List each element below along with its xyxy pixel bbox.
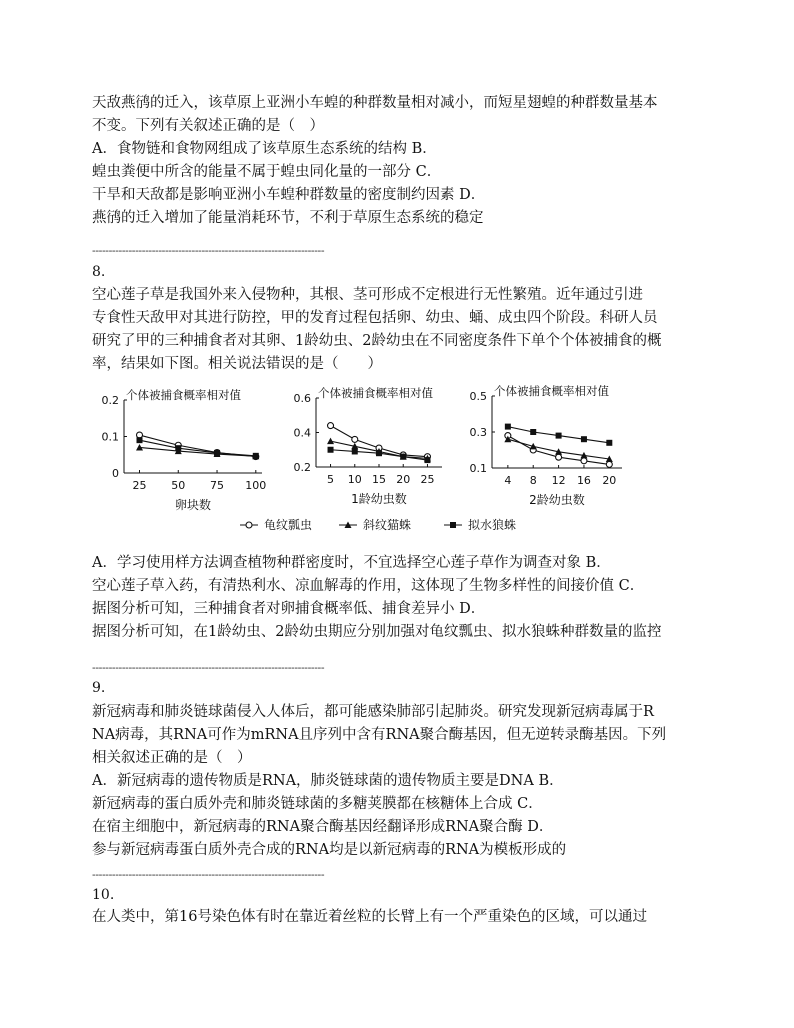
chart2-x-tick-label: 10 — [347, 473, 362, 486]
q7-option-b: 蝗虫粪便中所含的能量不属于蝗虫同化量的一部分 C． — [92, 164, 442, 180]
q7-option-a: A．食物链和食物网组成了该草原生态系统的结构 B． — [92, 141, 437, 157]
chart2-series-3-point — [328, 447, 334, 453]
chart2-y-tick-label: 0.2 — [293, 461, 311, 474]
q7-option-d: 燕鸻的迁入增加了能量消耗环节，不利于草原生态系统的稳定 — [92, 210, 484, 226]
q9-line-1: 新冠病毒和肺炎链球菌侵入人体后，都可能感染肺部引起肺炎。研究发现新冠病毒属于R — [92, 704, 654, 720]
legend-label: 龟纹瓢虫 — [264, 518, 313, 532]
chart3-series-3-point — [581, 436, 587, 442]
legend-label: 斜纹猫蛛 — [363, 518, 412, 532]
q9-line-3: 相关叙述正确的是（ ） — [92, 750, 252, 766]
chart2-x-tick-label: 20 — [396, 473, 411, 486]
chart1-series-3-point — [253, 453, 259, 459]
chart3-y-tick-label: 0.5 — [469, 390, 487, 403]
chart1-x-tick-label: 100 — [245, 479, 267, 492]
q8-figure — [0, 380, 794, 545]
chart3-y-tick-label: 0.3 — [469, 426, 487, 439]
chart2-x-tick-label: 15 — [372, 473, 386, 486]
chart2-ylabel: 个体被捕食概率相对值 — [318, 386, 433, 400]
legend-marker — [450, 522, 456, 528]
chart1-series-3-point — [175, 445, 181, 451]
chart3-series-1-point — [581, 458, 587, 464]
chart1-x-tick-label: 50 — [171, 479, 186, 492]
chart3-xlabel: 2龄幼虫数 — [529, 493, 585, 507]
legend-marker — [246, 522, 252, 528]
chart1-series-line-1 — [140, 435, 256, 457]
q10-line-1: 在人类中，第16号染色体有时在靠近着丝粒的长臂上有一个严重染色的区域，可以通过 — [92, 909, 647, 925]
q9-option-c: 在宿主细胞中，新冠病毒的RNA聚合酶基因经翻译形成RNA聚合酶 D． — [92, 819, 554, 835]
q9-option-d: 参与新冠病毒蛋白质外壳合成的RNA均是以新冠病毒的RNA为模板形成的 — [92, 842, 567, 858]
q9-option-a: A．新冠病毒的遗传物质是RNA，肺炎链球菌的遗传物质主要是DNA B． — [92, 773, 564, 789]
chart3-y-tick-label: 0.1 — [469, 462, 487, 475]
q10-number: 10. — [92, 887, 115, 903]
q7-option-c: 干旱和天敌都是影响亚洲小车蝗种群数量的密度制约因素 D． — [92, 187, 486, 203]
chart1-series-line-3 — [140, 440, 256, 456]
q8-stem-3: 研究了甲的三种捕食者对其卵、1龄幼虫、2龄幼虫在不同密度条件下单个个体被捕食的概 — [92, 333, 662, 349]
q9-number: 9. — [92, 680, 106, 696]
q8-stem-1: 空心莲子草是我国外来入侵物种，其根、茎可形成不定根进行无性繁殖。近年通过引进 — [92, 287, 643, 303]
chart1-series-3-point — [214, 450, 220, 456]
q9-option-b: 新冠病毒的蛋白质外壳和肺炎链球菌的多糖荚膜都在核糖体上合成 C． — [92, 796, 543, 812]
q8-number: 8. — [92, 264, 106, 280]
chart2-series-1-point — [352, 436, 358, 442]
q8-stem-4: 率，结果如下图。相关说法错误的是（ ） — [92, 356, 382, 372]
q8-stem-2: 专食性天敌甲对其进行防控，甲的发育过程包括卵、幼虫、蛹、成虫四个阶段。科研人员 — [92, 310, 658, 326]
q8-option-a: A．学习使用样方法调查植物种群密度时，不宜选择空心莲子草作为调查对象 B． — [92, 555, 611, 571]
chart1-ylabel: 个体被捕食概率相对值 — [126, 388, 241, 402]
chart2-xlabel: 1龄幼虫数 — [351, 492, 407, 506]
chart2-series-3-point — [352, 448, 358, 454]
chart3-series-3-point — [505, 424, 511, 430]
separator: ---------------------------------------------------------------------- — [92, 868, 325, 881]
chart3-series-3-point — [606, 440, 612, 446]
chart1-y-tick-label: 0.1 — [101, 430, 119, 444]
chart1-series-3-point — [137, 437, 143, 443]
chart3-ylabel: 个体被捕食概率相对值 — [494, 384, 609, 398]
chart3-x-tick-label: 12 — [551, 474, 566, 487]
chart3-x-tick-label: 16 — [576, 474, 591, 487]
q8-option-b: 空心莲子草入药，有清热利水、凉血解毒的作用，这体现了生物多样性的间接价值 C． — [92, 578, 645, 594]
chart3-x-tick-label: 8 — [529, 474, 537, 487]
q9-line-2: NA病毒，其RNA可作为mRNA且序列中含有RNA聚合酶基因，但无逆转录酶基因。下列 — [92, 727, 667, 743]
chart3-series-1-point — [556, 454, 562, 460]
chart2-y-tick-label: 0.6 — [293, 392, 311, 405]
chart1-y-tick-label: 0 — [112, 467, 119, 480]
chart1-series-1-point — [137, 432, 143, 438]
chart2-y-tick-label: 0.4 — [293, 426, 311, 440]
chart1-x-tick-label: 75 — [210, 479, 225, 492]
separator: ---------------------------------------------------------------------- — [92, 244, 325, 257]
chart2-series-3-point — [376, 450, 382, 456]
chart2-x-tick-label: 5 — [327, 473, 335, 486]
q8-option-d: 据图分析可知，在1龄幼虫、2龄幼虫期应分别加强对龟纹瓢虫、拟水狼蛛种群数量的监控 — [92, 624, 662, 640]
chart2-series-3-point — [400, 454, 406, 460]
chart3-series-3-point — [556, 433, 562, 439]
chart2-series-2-point — [327, 438, 334, 445]
chart2-x-tick-label: 25 — [420, 473, 435, 486]
chart2-series-1-point — [328, 423, 334, 429]
q7-line-2: 不变。下列有关叙述正确的是（ ） — [92, 118, 324, 134]
chart3-x-tick-label: 4 — [504, 474, 512, 487]
q7-line-1: 天敌燕鸻的迁入，该草原上亚洲小车蝗的种群数量相对减小，而短星翅蝗的种群数量基本 — [92, 95, 658, 111]
chart2-series-3-point — [424, 457, 430, 463]
q8-option-c: 据图分析可知，三种捕食者对卵捕食概率低、捕食差异小 D． — [92, 601, 486, 617]
legend-label: 拟水狼蛛 — [468, 518, 517, 532]
separator: ---------------------------------------------------------------------- — [92, 661, 325, 674]
chart1-x-tick-label: 25 — [132, 479, 147, 492]
chart3-x-tick-label: 20 — [602, 474, 617, 487]
chart3-series-1-point — [606, 461, 612, 467]
chart1-y-tick-label: 0.2 — [101, 394, 119, 407]
chart3-series-3-point — [530, 429, 536, 435]
chart1-xlabel: 卵块数 — [174, 498, 212, 512]
